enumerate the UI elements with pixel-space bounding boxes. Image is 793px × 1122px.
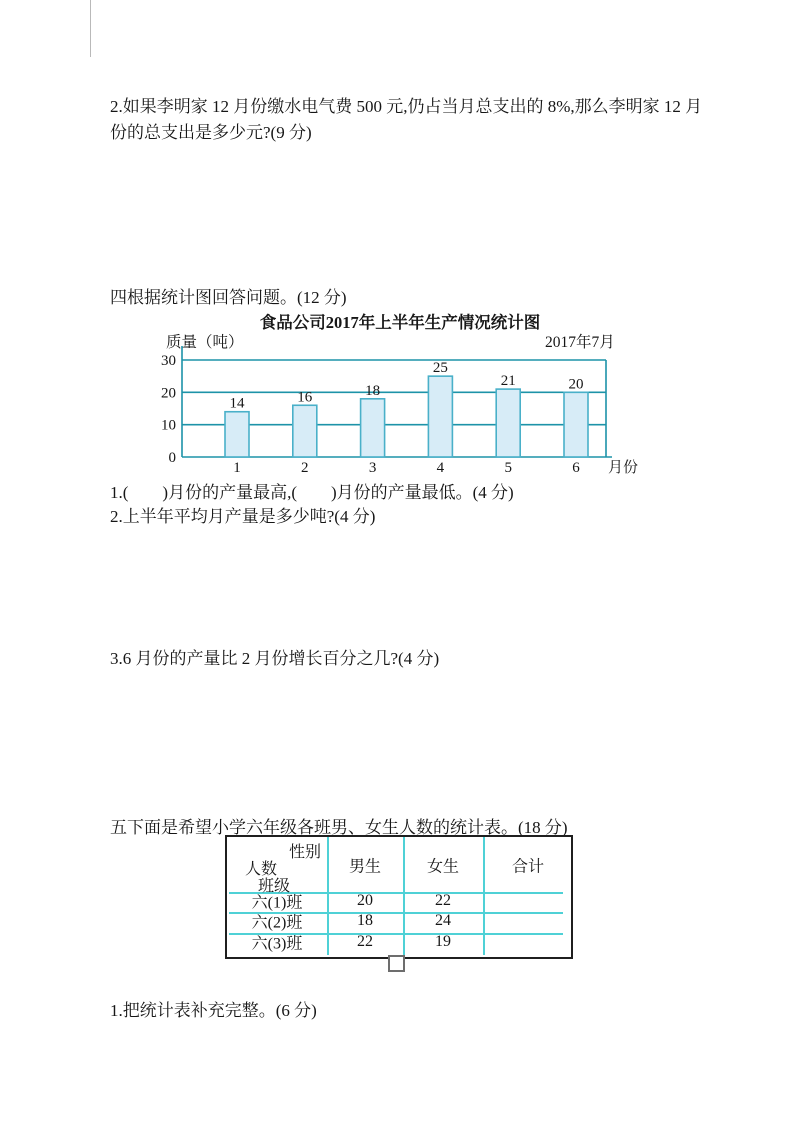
y-tick-label: 10: [161, 417, 176, 434]
row-label: 六(2)班: [251, 914, 303, 932]
corner-label-gender: 性别: [288, 844, 321, 861]
table-grid-line-vertical: [483, 837, 485, 955]
section-five-heading: 五下面是希望小学六年级各班男、女生人数的统计表。(18 分): [110, 818, 568, 837]
x-tick-label: 5: [504, 460, 512, 476]
bar-month-1: [225, 412, 249, 457]
x-axis-title: 月份: [608, 460, 639, 476]
chart-date-label: 2017年7月: [545, 334, 615, 351]
cell-male: 22: [357, 933, 373, 950]
section-five-question-1: 1.把统计表补充完整。(6 分): [110, 1001, 317, 1020]
cell-female: 22: [435, 892, 451, 909]
table-grid-line-vertical: [403, 837, 405, 955]
bar-value-label: 14: [229, 395, 245, 412]
bar-value-label: 18: [365, 382, 381, 399]
bar-month-5: [496, 389, 520, 457]
x-tick-label: 3: [368, 460, 377, 476]
y-tick-label: 0: [168, 450, 176, 466]
cell-male: 18: [357, 912, 373, 929]
intro-question-line1: 2.如果李明家 12 月份缴水电气费 500 元,仍占当月总支出的 8%,那么李明家 12 月: [110, 97, 703, 116]
bar-value-label: 16: [297, 389, 313, 406]
bar-month-4: [428, 376, 452, 457]
bar-value-label: 25: [432, 360, 448, 377]
row-label: 六(1)班: [251, 894, 303, 912]
column-header-total: 合计: [511, 858, 545, 876]
x-tick-label: 2: [301, 460, 309, 476]
class-statistics-table: [225, 835, 573, 959]
table-resize-handle[interactable]: [388, 955, 405, 972]
intro-question-line2: 份的总支出是多少元?(9 分): [110, 123, 312, 142]
chart-y-axis-label: 质量（吨）: [166, 334, 244, 351]
corner-label-class: 班级: [258, 878, 291, 895]
x-tick-label: 6: [572, 460, 580, 476]
page-edge-artifact: [90, 0, 91, 57]
row-label: 六(3)班: [251, 935, 303, 953]
bar-value-label: 21: [500, 373, 516, 390]
section-four-question-2: 2.上半年平均月产量是多少吨?(4 分): [110, 507, 376, 526]
y-tick-label: 20: [161, 385, 176, 402]
column-header-male: 男生: [348, 858, 382, 876]
cell-female: 24: [435, 912, 451, 929]
section-four-question-1: 1.( )月份的产量最高,( )月份的产量最低。(4 分): [110, 483, 514, 502]
production-bar-chart: [150, 345, 650, 487]
section-four-question-3: 3.6 月份的产量比 2 月份增长百分之几?(4 分): [110, 649, 440, 668]
x-tick-label: 1: [233, 460, 241, 476]
bar-month-2: [293, 405, 317, 457]
corner-label-count: 人数: [245, 861, 278, 878]
chart-title: 食品公司2017年上半年生产情况统计图: [259, 313, 541, 332]
bar-month-6: [564, 392, 588, 457]
cell-male: 20: [357, 892, 373, 909]
bar-month-3: [361, 399, 385, 457]
cell-female: 19: [435, 933, 451, 950]
section-four-heading: 四根据统计图回答问题。(12 分): [110, 288, 347, 307]
bar-value-label: 20: [568, 376, 584, 393]
y-tick-label: 30: [161, 353, 176, 369]
table-grid-line-vertical: [327, 837, 329, 955]
x-tick-label: 4: [436, 460, 445, 476]
column-header-female: 女生: [426, 858, 460, 876]
